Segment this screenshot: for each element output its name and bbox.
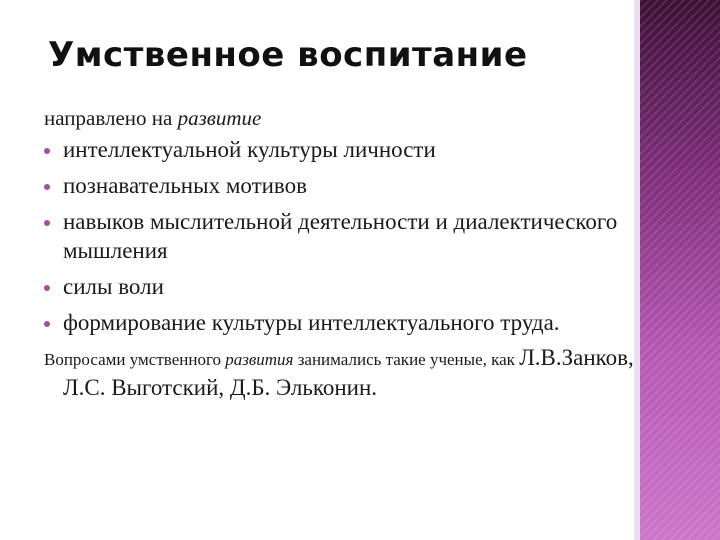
slide-title: Умственное воспитание — [48, 35, 528, 75]
bullet-text: познавательных мотивов — [63, 173, 307, 198]
decorative-side-stripe — [640, 0, 720, 540]
intro-line — [44, 103, 634, 133]
bullet-item — [44, 135, 634, 164]
closing-paragraph — [44, 344, 634, 404]
closing-middle: занимались такие ученые, как — [293, 350, 520, 369]
bullet-item — [44, 308, 634, 337]
bullet-item — [44, 171, 634, 200]
scientist-names: Л.В.Занков, Л.С. Выготский, Д.Б. Эльконин. — [63, 345, 634, 400]
bullet-dot-icon — [44, 285, 50, 291]
bullet-item — [44, 272, 634, 301]
closing-emphasis: развития — [225, 350, 294, 369]
bullet-text: навыков мыслительной деятельности и диалектического мышления — [63, 209, 618, 263]
bullet-dot-icon — [44, 321, 50, 327]
slide-content — [44, 103, 634, 421]
intro-emphasis: развитие — [177, 106, 262, 130]
intro-prefix: направлено на — [44, 106, 178, 130]
bullet-list — [44, 135, 634, 337]
bullet-text: формирование культуры интеллектуального труда. — [63, 310, 560, 335]
bullet-text: интеллектуальной культуры личности — [63, 137, 436, 162]
closing-prefix: Вопросами умственного — [44, 350, 226, 369]
bullet-dot-icon — [44, 220, 50, 226]
bullet-item — [44, 207, 634, 265]
bullet-dot-icon — [44, 148, 50, 154]
bullet-text: силы воли — [63, 274, 164, 299]
bullet-dot-icon — [44, 184, 50, 190]
